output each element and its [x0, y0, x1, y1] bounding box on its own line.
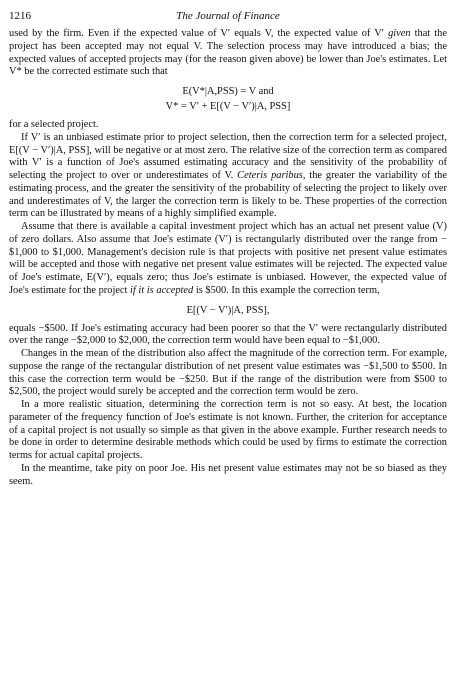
paragraph-8: In the meantime, take pity on poor Joe. His net present value estimates may not be so biased as they seem. — [9, 462, 447, 487]
equation-3: E[(V − V′)|A, PSS], — [186, 304, 270, 316]
paragraph-4: Assume that there is available a capital investment project which has an actual net present value (V) of zero dollars. Also assume that Joe's estimate (V′) is rectangularly distributed over the range from −$1,000 to $1,000. Management's decision rule is that projects with positive net present value estimates will be accepted and those with negative net present value estimates will be rejected. The expected value of Joe's estimate, E(V′), equals zero; thus Joe's estimate is unbiased. However, the expected value of Joe's estimate for the project if it is accepted is $500. In this example the correction term, — [9, 221, 447, 296]
paragraph-1: used by the firm. Even if the expected value of V′ equals V, the expected value of V′ given that the project has been accepted may not equal V. The selection process may have introduced a bias; the expected values of accepted projects may (for the reason given above) be lower than Joe's estimates. Let V* be the corrected estimate such that — [9, 28, 447, 78]
paragraph-5: equals −$500. If Joe's estimating accuracy had been poorer so that the V′ were rectangularly distributed over the range −$2,000 to $2,000, the correction term would have been equal to −$1,000. — [9, 322, 447, 347]
equation-2: V* = V′ + E[(V − V′)|A, PSS] — [165, 101, 291, 112]
paragraph-6: Changes in the mean of the distribution also affect the magnitude of the correction term. For example, suppose the range of the rectangular distribution of net present value estimates was −$1,500 to $500. In this case the correction term would be −$250. But if the range of the distribution were from $500 to $2,500, the project would surely be accepted and the correction term would be zero. — [9, 348, 447, 398]
article-body — [9, 28, 447, 488]
journal-title: The Journal of Finance — [176, 10, 280, 22]
equation-block — [9, 84, 447, 114]
paragraph-7: In a more realistic situation, determining the correction term is not so easy. At best, the location parameter of the frequency function of Joe's estimate is not known. Further, the criterion for acceptance of a capital project is not usually so simple as that given in the above example. Further research needs to be done in order to determine desirable methods which could be used by firms to estimate the correction terms for actual capital projects. — [9, 399, 447, 461]
paragraph-3: If V′ is an unbiased estimate prior to project selection, then the correction term for a selected project, E[(V − V′)|A, PSS], will be negative or at most zero. The relative size of the correction term as compared with V′ is a function of Joe's assumed estimating accuracy and the sensitivity of the probability of selecting the project to over or underestimates of V. Ceteris paribus, the greater the variability of the estimating process, and the greater the sensitivity of the probability of selecting the project to likely over and underestimates of V, the larger the correction term is likely to be. These properties of the correction term can be illustrated by means of a highly simplified example. — [9, 131, 447, 220]
paragraph-2: for a selected project. — [9, 119, 99, 130]
page-number: 1216 — [9, 10, 31, 22]
running-header — [9, 10, 447, 26]
equation-1: E(V*|A,PSS) = V and — [182, 86, 274, 97]
